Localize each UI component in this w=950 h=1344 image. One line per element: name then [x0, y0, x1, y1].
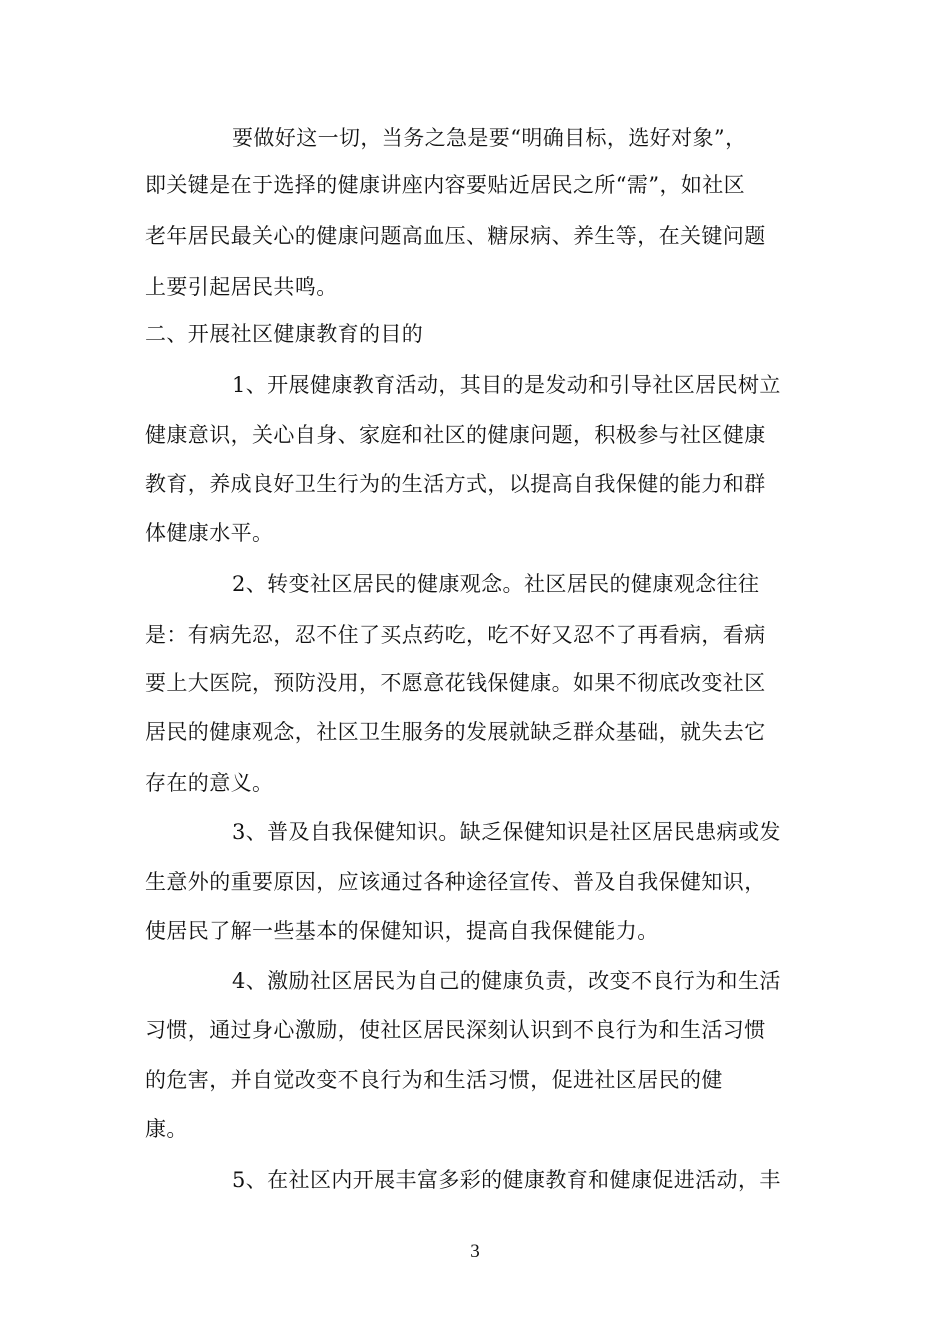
- body-text-line: 要做好这一切，当务之急是要“明确目标，选好对象”，: [232, 126, 747, 150]
- body-text-line: 4、激励社区居民为自己的健康负责，改变不良行为和生活: [232, 969, 781, 993]
- body-text-line: 3、普及自我保健知识。缺乏保健知识是社区居民患病或发: [232, 820, 781, 844]
- body-text-line: 老年居民最关心的健康问题高血压、糖尿病、养生等，在关键问题: [145, 224, 766, 248]
- body-text-line: 2、转变社区居民的健康观念。社区居民的健康观念往往: [232, 572, 760, 596]
- body-text-line: 即关键是在于选择的健康讲座内容要贴近居民之所“需”，如社区: [145, 173, 746, 197]
- page-number: 3: [470, 1241, 480, 1262]
- body-text-line: 教育，养成良好卫生行为的生活方式，以提高自我保健的能力和群: [145, 472, 766, 496]
- body-text-line: 1、开展健康教育活动，其目的是发动和引导社区居民树立: [232, 373, 781, 397]
- body-text-line: 存在的意义。: [145, 771, 274, 795]
- body-text-line: 居民的健康观念，社区卫生服务的发展就缺乏群众基础，就失去它: [145, 720, 766, 744]
- body-text-line: 是：有病先忍，忍不住了买点药吃，吃不好又忍不了再看病，看病: [145, 623, 766, 647]
- section-heading: 二、开展社区健康教育的目的: [145, 322, 424, 346]
- body-text-line: 习惯，通过身心激励，使社区居民深刻认识到不良行为和生活习惯: [145, 1018, 766, 1042]
- body-text-line: 5、在社区内开展丰富多彩的健康教育和健康促进活动，丰: [232, 1168, 781, 1192]
- body-text-line: 要上大医院，预防没用，不愿意花钱保健康。如果不彻底改变社区: [145, 671, 766, 695]
- body-text-line: 体健康水平。: [145, 521, 274, 545]
- body-text-line: 的危害，并自觉改变不良行为和生活习惯，促进社区居民的健: [145, 1068, 723, 1092]
- body-text-line: 生意外的重要原因，应该通过各种途径宣传、普及自我保健知识，: [145, 870, 766, 894]
- body-text-line: 使居民了解一些基本的保健知识，提高自我保健能力。: [145, 919, 659, 943]
- body-text-line: 健康意识，关心自身、家庭和社区的健康问题，积极参与社区健康: [145, 423, 766, 447]
- body-text-line: 康。: [145, 1117, 188, 1141]
- body-text-line: 上要引起居民共鸣。: [145, 275, 338, 299]
